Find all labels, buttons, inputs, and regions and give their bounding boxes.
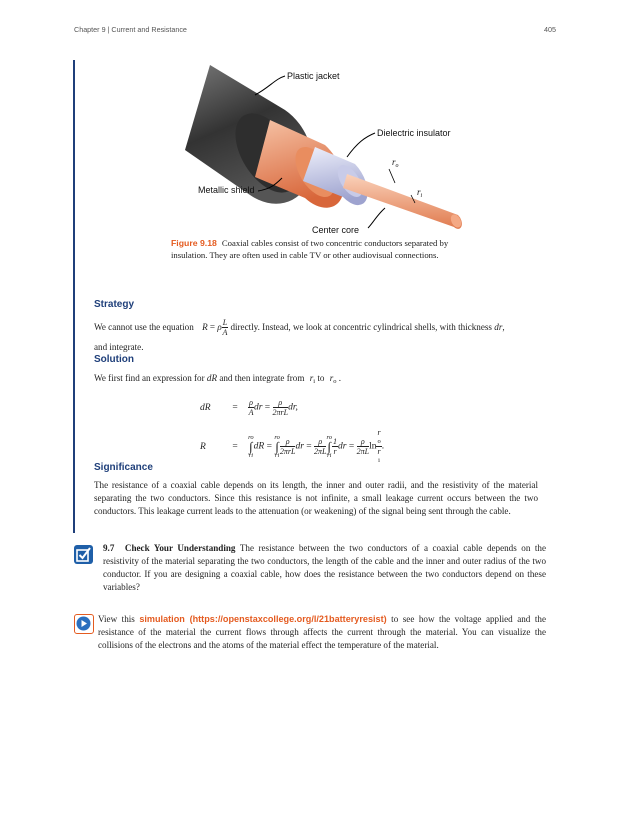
significance-paragraph: The resistance of a coaxial cable depends on its length, the inner and outer radii, and the resistivity of the material separating the two conductors. Since this resistance is not infinite, a small leakage current occurs between the two conductors. This leakage current leads to the attenuation (or weakening) of the signal being sent through the cable. <box>94 480 538 516</box>
ro-arrow <box>389 169 395 183</box>
label-center-core: Center core <box>312 225 360 235</box>
solution-heading: Solution <box>94 354 134 365</box>
example-sidebar-rule <box>73 60 75 533</box>
figure-number: Figure 9.18 <box>171 238 217 248</box>
simulation-icon <box>74 614 94 634</box>
chapter-header: Chapter 9 | Current and Resistance <box>74 25 187 34</box>
equation-R: R = ro ∫ ri dR = ro ∫ ri $\frac{\rho}{\text{2πrL}}$ dr = $\frac{\rho}{2\pi L}$ ro ∫ ri $\frac{1}{r}$ dr = $\frac{\rho}{2\pi L}$ ln r o r i . <box>200 428 385 464</box>
check-text: The resistance between the two conductors of a coaxial cable depends on the resistivity of the material separating the two conductors, the length of the cable and the inner and outer radius of the two conductor. If you are designing a coaxial cable, how does the resistance between the two conductors depend on these variables? <box>103 543 546 592</box>
label-metallic-shield: Metallic shield <box>198 185 255 195</box>
dielectric-leader <box>347 133 375 157</box>
core-leader <box>368 208 385 228</box>
significance-heading: Significance <box>94 462 153 473</box>
coaxial-cable-figure <box>175 65 475 240</box>
simulation-link[interactable]: simulation (https://openstaxcollege.org/l/21batteryresist) <box>139 614 387 624</box>
check-understanding-icon <box>74 545 93 564</box>
figure-caption <box>171 237 466 262</box>
solution-paragraph: We first find an expression for dR and then integrate from $r_i$ to $r_o$ . <box>94 373 342 385</box>
simulation-paragraph: View this simulation (https://openstaxcollege.org/l/21batteryresist) to see how the voltage applied and the resistance of the material the current flows through affects the current through the material. You can visualize the collisions of the electrons and the atoms of the material effect the temperature of the material. <box>98 614 546 650</box>
check-understanding-paragraph <box>103 542 546 594</box>
strategy-paragraph: We cannot use the equation R = ρ $\frac{L}{A}$ directly. Instead, we look at concentric cylindrical shells, with thickness dr, and integrate. <box>94 318 505 353</box>
solution-equations <box>200 398 384 465</box>
check-title: Check Your Understanding <box>124 543 236 553</box>
equation-dR: dR = $\frac{\rho}{A}$ dr = $\frac{\rho}{\text{2πrL}}$ dr, <box>200 398 298 417</box>
label-plastic-jacket: Plastic jacket <box>287 71 340 81</box>
label-ri: $r_i$ <box>417 187 423 199</box>
figure-caption-text: Coaxial cables consist of two concentric conductors separated by insulation. They are often used in cable TV or other audiovisual connections. <box>171 238 449 261</box>
check-number: 9.7 <box>103 543 115 553</box>
label-dielectric: Dielectric insulator <box>377 128 451 138</box>
jacket-leader <box>255 76 285 95</box>
page-number: 405 <box>544 25 556 34</box>
strategy-heading: Strategy <box>94 299 135 310</box>
label-ro: $r_o$ <box>392 157 399 169</box>
